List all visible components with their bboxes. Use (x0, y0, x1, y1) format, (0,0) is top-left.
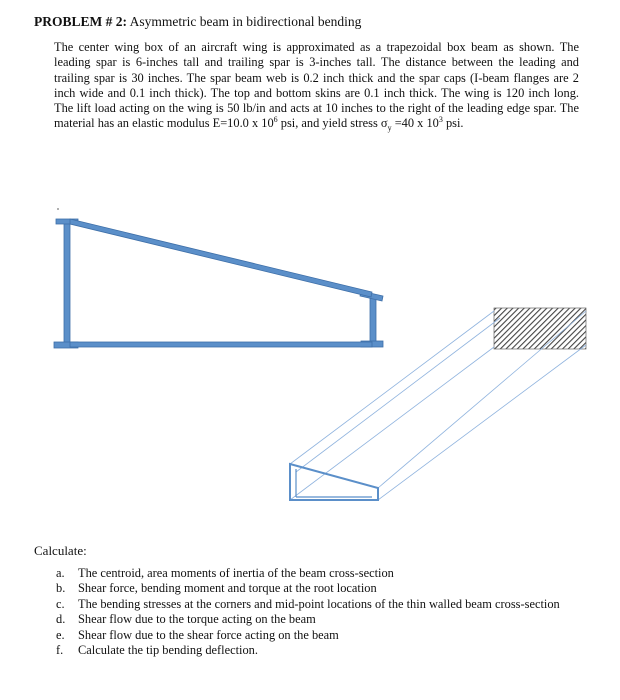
tip-section (290, 464, 378, 500)
problem-title (34, 14, 361, 30)
description-text-4: psi. (442, 116, 464, 131)
description-text-3: =40 x 10 (391, 116, 439, 131)
problem-description (54, 40, 579, 132)
task-text: The centroid, area moments of inertia of the beam cross-section (78, 566, 394, 580)
yield-exponent: 3 (438, 115, 443, 125)
task-item (56, 628, 576, 643)
task-text: Shear force, bending moment and torque at the root location (78, 581, 377, 596)
wall-hatch (494, 308, 586, 349)
task-text: The bending stresses at the corners and mid-point locations of the thin walled beam cross-section (78, 596, 560, 611)
task-letter: c. (56, 596, 65, 611)
description-text-2: psi, and yield stress σ (277, 116, 388, 131)
task-text: Calculate the tip bending deflection. (78, 643, 258, 658)
task-letter: f. (56, 643, 64, 658)
cross-section (54, 219, 383, 348)
modulus-exponent: 6 (273, 115, 278, 125)
task-letter: e. (56, 627, 65, 642)
sigma-subscript: y (387, 123, 392, 133)
task-item (56, 643, 576, 658)
wing-box-figure (0, 195, 620, 525)
task-list (56, 566, 576, 658)
task-letter: b. (56, 581, 66, 596)
leading-spar-web (64, 222, 70, 346)
task-text: Shear flow due to the shear force acting on the beam (78, 627, 339, 642)
top-skin (70, 219, 372, 297)
task-item (56, 581, 576, 596)
trailing-spar-web (370, 296, 376, 344)
task-item (56, 612, 576, 627)
description-text: The center wing box of an aircraft wing is approximated as a trapezoidal box beam as shown. The leading spar is 6-inches tall and trailing spar is 3-inches tall. The distance between the leading and trailing spar is 30 inches. The spar beam web is 0.2 inch thick and the spar caps (I-beam flanges are 2 inch wide and 0.1 inch thick). The top and bottom skins are 0.1 inch thick. The wing is 120 inch long. The lift load acting on the wing is 50 lb/in and acts at 10 inches to the right of the leading edge spar. The material has an elastic modulus E=10.0 x 10 (54, 40, 579, 131)
figure-speck (57, 208, 59, 210)
problem-label: PROBLEM # 2: (34, 14, 127, 29)
task-letter: a. (56, 566, 65, 580)
bottom-skin (70, 342, 372, 347)
task-letter: d. (56, 612, 66, 627)
problem-title-text: Asymmetric beam in bidirectional bending (129, 14, 362, 29)
task-item (56, 566, 576, 581)
wall-support (494, 308, 586, 349)
task-text: Shear flow due to the torque acting on the beam (78, 612, 316, 627)
task-item (56, 597, 576, 612)
calculate-heading: Calculate: (34, 543, 87, 558)
